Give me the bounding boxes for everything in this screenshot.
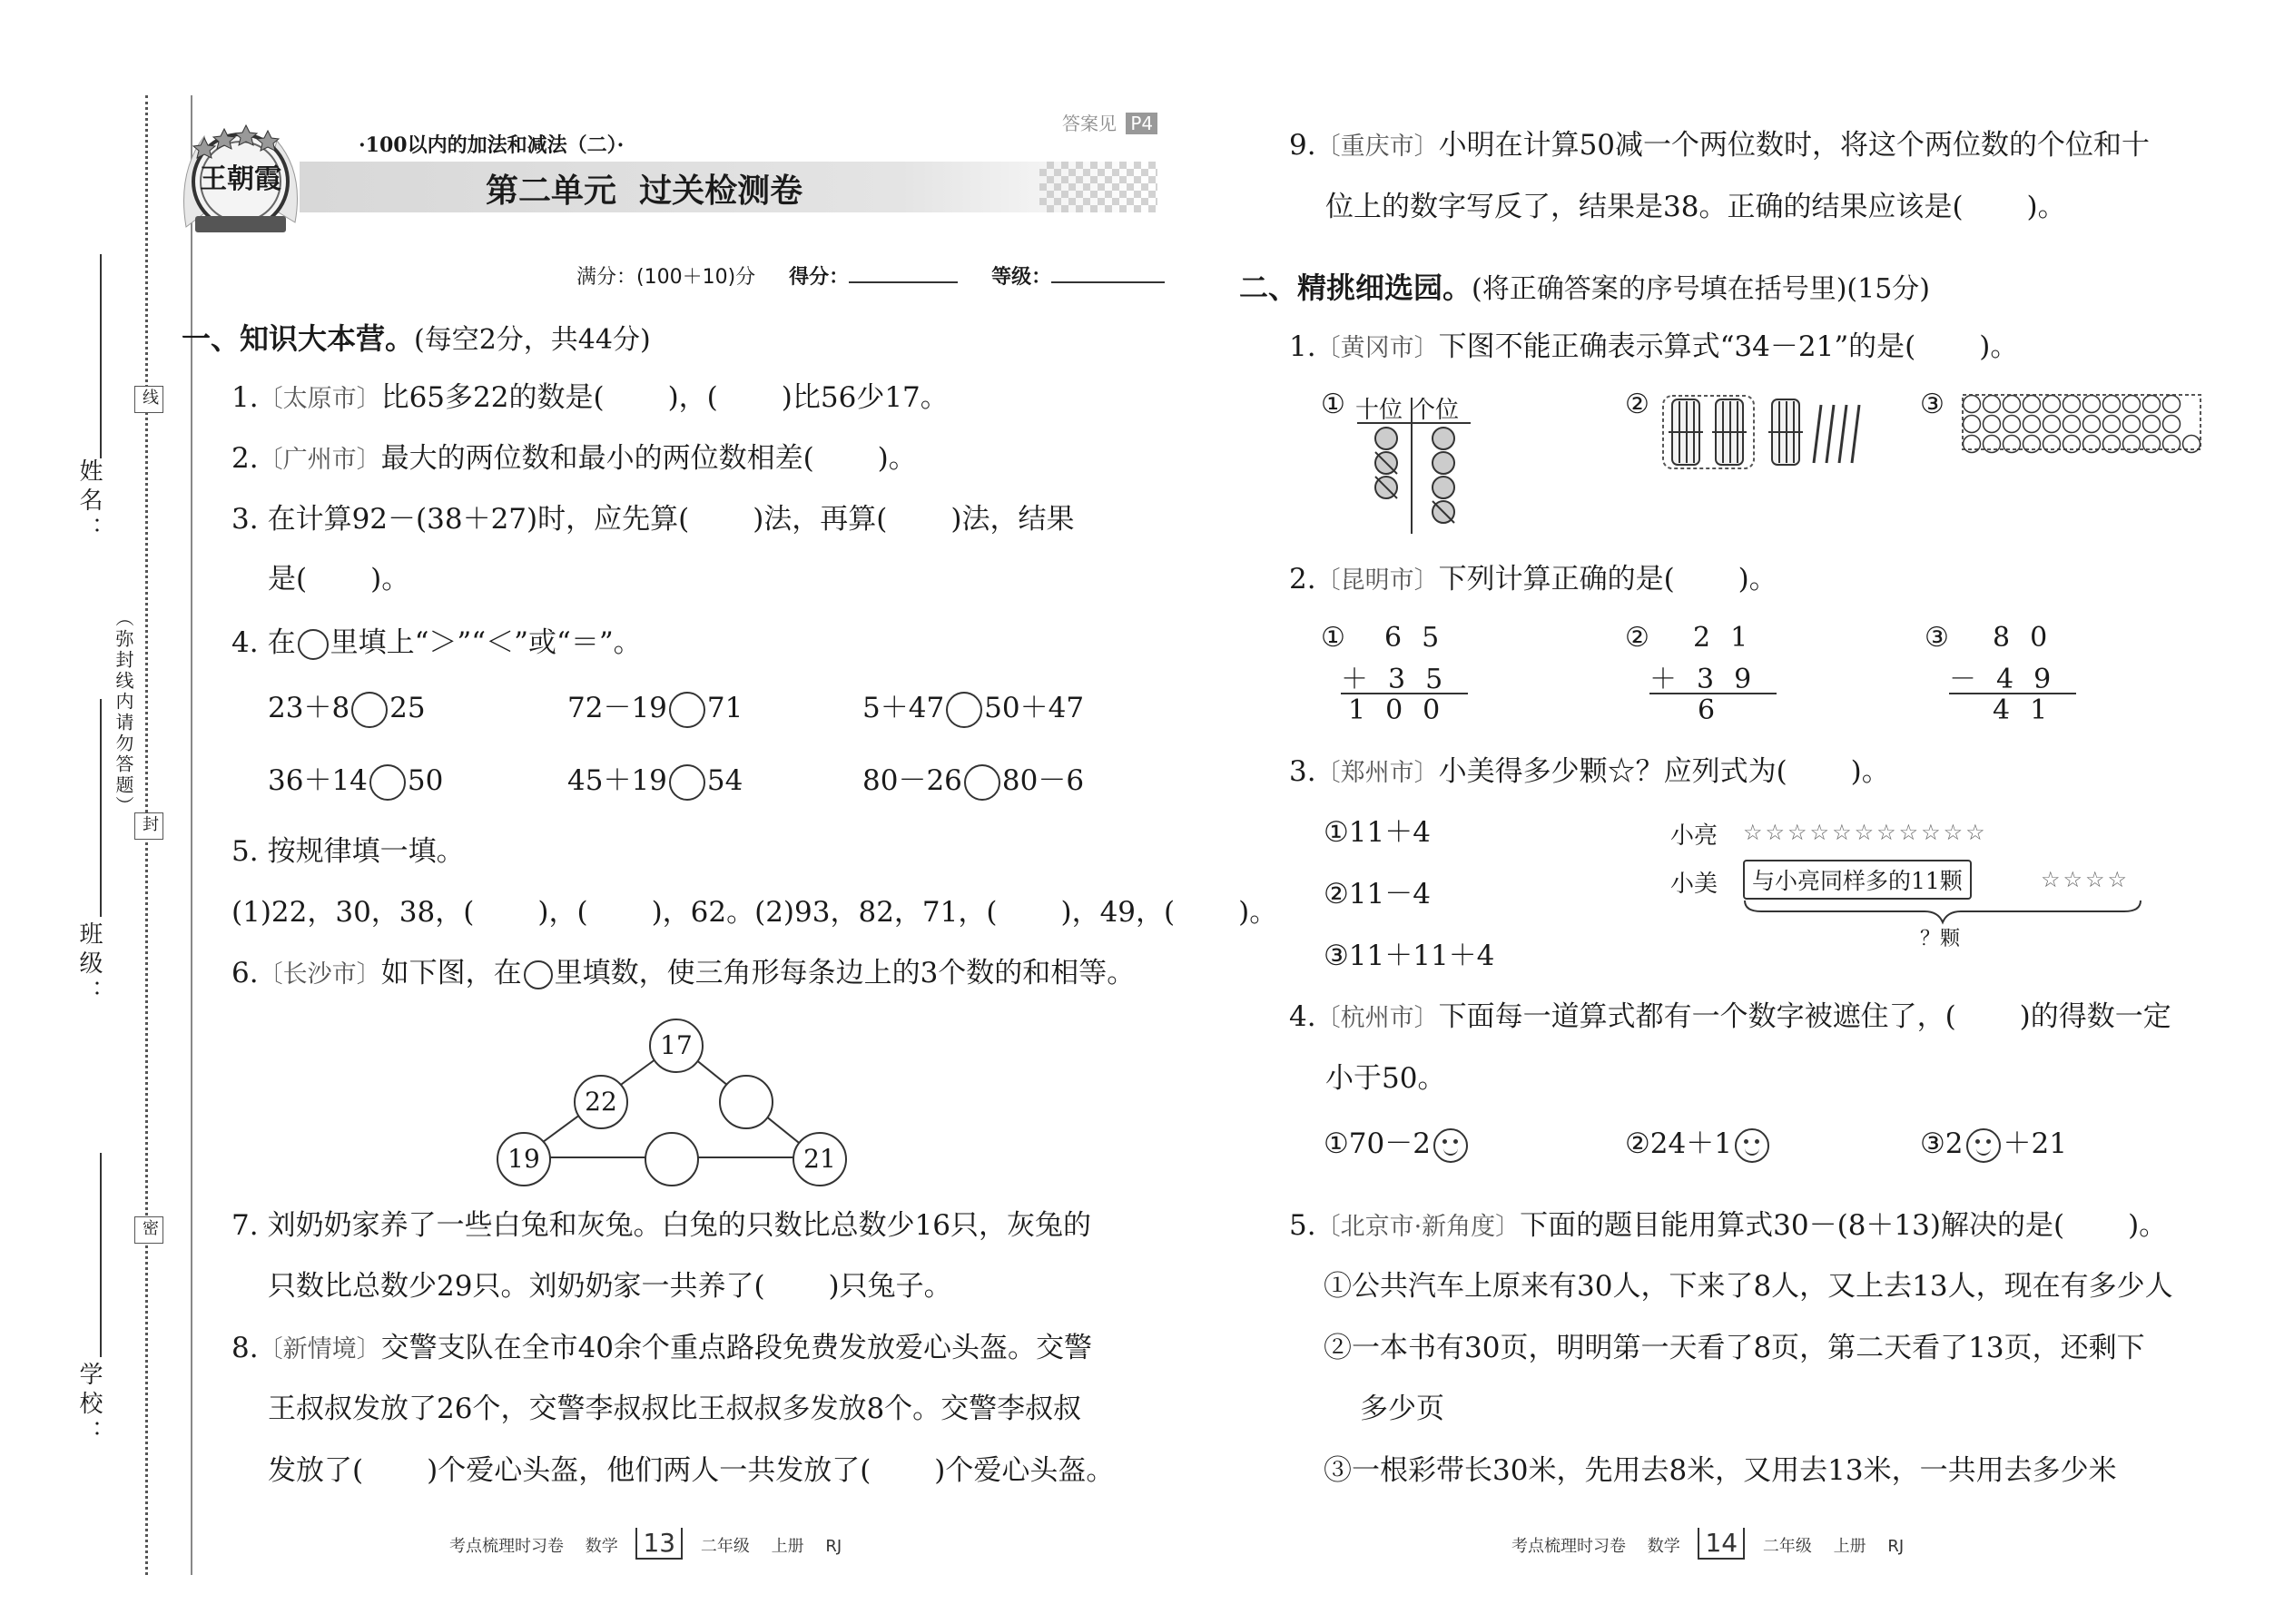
q-num: 4. (1289, 1000, 1316, 1033)
addend-bottom: ＋35 (1341, 664, 1463, 695)
grid-circle (2123, 396, 2141, 413)
liang-stars: ☆☆☆☆☆☆☆☆☆☆☆ (1743, 820, 1988, 845)
q-text: 如下图，在 (380, 957, 522, 989)
q-num: 5. (231, 835, 259, 868)
grid-circle (2023, 416, 2041, 433)
q-text: 里填上“＞”“＜”或“＝”。 (330, 626, 642, 659)
grid-circle (2143, 436, 2161, 453)
q-text: 比65多22的数是( (380, 381, 605, 414)
footer-edition: RJ (1887, 1537, 1905, 1556)
expr-right: 50＋47 (984, 692, 1085, 724)
seal-mark-seal: 封 (134, 812, 163, 840)
s1-q7-cont (268, 1268, 952, 1304)
compare-item (862, 690, 1084, 728)
s2-q2 (1289, 561, 1777, 599)
circle-icon (524, 960, 553, 989)
s1-q5-seq (231, 894, 1277, 930)
expr-left: 80－26 (862, 764, 962, 797)
grid-circle (2143, 396, 2161, 413)
minuend: 80 (1993, 622, 2068, 654)
s1-q9-cont (1325, 189, 2066, 225)
q-text: 下图不能正确表示算式“34－21”的是( (1438, 330, 1916, 363)
brand-logo (177, 118, 304, 236)
seal-mark-secret: 密 (134, 1216, 163, 1244)
city-tag: 〔长沙市〕 (258, 960, 381, 989)
q-text: )个爱心头盔。 (934, 1454, 1115, 1487)
q-num: 6. (231, 957, 259, 989)
tri-node-bottom-right: 21 (793, 1132, 847, 1186)
section2-title (1239, 265, 1930, 307)
s2-q1-option2 (1625, 389, 1897, 479)
grid-circle (2123, 436, 2141, 453)
page-number: 13 (635, 1528, 683, 1560)
smiley-face-icon (1735, 1128, 1769, 1163)
section1-title (182, 316, 651, 358)
grid-circle (2143, 416, 2161, 433)
s2-q5-opt1[interactable]: ①公共汽车上原来有30人，下来了8人，又上去13人，现在有多少人 (1324, 1270, 2173, 1303)
section1-heading: 一、知识大本营。 (182, 321, 415, 356)
q-text: )个爱心头盔，他们两人一共发放了( (427, 1454, 871, 1487)
compare-circle-input[interactable] (351, 692, 388, 728)
q-text: )。 (370, 563, 410, 595)
tri-node-right-mid-input[interactable] (719, 1075, 773, 1129)
class-label: 班级： (75, 921, 103, 1009)
grid-circle (2043, 416, 2061, 433)
section2-heading: 二、精挑细选园。 (1239, 271, 1472, 305)
tri-node-bottom-left: 19 (497, 1132, 551, 1186)
s1-q3 (231, 501, 1075, 537)
addend-top: 65 (1384, 622, 1460, 654)
s2-q5 (1289, 1207, 2167, 1245)
option-mark: ③ (1925, 622, 1949, 654)
footer-edition: RJ (825, 1537, 842, 1556)
grid-circle (2083, 396, 2101, 413)
expr-right: 71 (706, 692, 743, 724)
addend-top: 21 (1693, 622, 1768, 654)
expr-right: 54 (706, 764, 743, 797)
option-text: ②24＋1 (1625, 1127, 1732, 1160)
city-tag: 〔广州市〕 (258, 446, 381, 474)
checker-pattern (1039, 162, 1157, 212)
q-text: )比56少17。 (781, 381, 949, 414)
smiley-face-icon (1966, 1128, 2001, 1163)
answer-ref-label: 答案见 (1062, 113, 1117, 134)
footer-series: 考点梳理时习卷 (449, 1537, 564, 1556)
q-text: )只兔子。 (828, 1270, 952, 1303)
s2-q3 (1289, 753, 1890, 792)
q-text: )。 (1979, 330, 2019, 363)
subtrahend: －49 (1949, 664, 2072, 695)
compare-circle-input[interactable] (669, 764, 705, 801)
expr-left: 45＋19 (567, 764, 667, 797)
s1-q8-cont2 (268, 1452, 1114, 1489)
city-tag: 〔杭州市〕 (1315, 1004, 1439, 1032)
city-tag: 〔太原市〕 (258, 385, 381, 413)
option-text: ①70－2 (1324, 1127, 1431, 1160)
s2-q2-option3 (1925, 622, 2106, 731)
q-num: 9. (1289, 129, 1316, 162)
s2-q4 (1289, 999, 2171, 1037)
grid-circle (2063, 396, 2081, 413)
s2-q5-opt3[interactable]: ③一根彩带长30米，先用去8米，又用去13米，一共用去多少米 (1324, 1454, 2117, 1487)
brand-name: 王朝霞 (200, 163, 281, 195)
s2-q1-option1 (1321, 389, 1484, 534)
expr-right: 25 (389, 692, 426, 724)
grid-circle (2083, 416, 2101, 433)
q-text: (2)93，82，71，( (754, 896, 998, 929)
city-tag: 〔黄冈市〕 (1315, 334, 1439, 362)
star-diagram (1670, 812, 2142, 949)
q-text: 最大的两位数和最小的两位数相差( (380, 442, 814, 475)
footer-series: 考点梳理时习卷 (1511, 1537, 1626, 1556)
grid-circle (1984, 416, 2001, 433)
class-underline[interactable] (100, 699, 102, 917)
brace-icon (1743, 899, 2142, 926)
footer-left (449, 1528, 842, 1560)
city-tag: 〔重庆市〕 (1315, 133, 1439, 161)
circles-grid-icon (1961, 393, 2206, 484)
expr-left: 72－19 (567, 692, 667, 724)
footer-subject: 数学 (585, 1537, 618, 1556)
q-text: 发放了( (268, 1454, 364, 1487)
ones-label: 个位 (1412, 397, 1460, 424)
footer-right (1511, 1528, 1904, 1560)
q-text: 刘奶奶家养了一些白兔和灰兔。白兔的只数比总数少16只，灰兔的 (267, 1209, 1092, 1242)
option-text: ＋21 (2003, 1127, 2067, 1160)
q-text: 在 (267, 626, 296, 659)
s1-q2 (231, 440, 917, 478)
school-underline[interactable] (100, 1153, 102, 1357)
compare-item (567, 763, 743, 801)
s2-q3-opt2[interactable]: ②11－4 (1324, 878, 1431, 910)
grid-circle (2103, 416, 2121, 433)
brace-label: ？颗 (1920, 928, 1961, 950)
s2-q2-option2 (1625, 622, 1807, 731)
s2-q3-opt1[interactable]: ①11＋4 (1324, 816, 1431, 849)
s1-q5 (231, 833, 465, 870)
q-text: )的得数一定 (2019, 1000, 2171, 1033)
compare-item (268, 763, 443, 801)
q-text: )，( (667, 381, 718, 414)
q-text: 交警支队在全市40余个重点路段免费发放爱心头盔。交警 (380, 1332, 1093, 1364)
grid-circle (2163, 396, 2181, 413)
name-underline[interactable] (100, 254, 102, 458)
score-field[interactable] (849, 281, 958, 283)
q-text: )法，结果 (950, 503, 1075, 536)
grid-circle (2043, 396, 2061, 413)
s2-q3-opt3[interactable]: ③11＋11＋4 (1324, 940, 1495, 972)
s1-q8 (231, 1330, 1092, 1368)
q-text: )。 (2026, 191, 2066, 223)
score-line (576, 261, 1165, 290)
footer-volume: 上册 (771, 1537, 804, 1556)
compare-circle-input[interactable] (964, 764, 1000, 801)
compare-circle-input[interactable] (669, 692, 705, 728)
footer-grade: 二年级 (1762, 1537, 1812, 1556)
tens-label: 十位 (1355, 397, 1403, 424)
q-text: 位上的数字写反了，结果是38。正确的结果应该是( (1325, 191, 1964, 223)
q-text: )。 (877, 442, 917, 475)
compare-item (567, 690, 743, 728)
grid-circle (1964, 396, 1981, 413)
grid-circle (2063, 416, 2081, 433)
grid-circle (2103, 396, 2121, 413)
s1-q3-cont (268, 561, 409, 597)
expr-right: 80－6 (1001, 764, 1085, 797)
school-label: 学校： (75, 1362, 103, 1449)
sum-result: 6 (1698, 694, 1736, 726)
expr-left: 5＋47 (862, 692, 945, 724)
q-text: 小明在计算50减一个两位数时，将这个两位数的个位和十 (1438, 129, 2151, 162)
q-num: 3. (1289, 755, 1316, 788)
q-text: )，49，( (1060, 896, 1176, 929)
option-mark: ③ (1920, 389, 1944, 420)
footer-grade: 二年级 (700, 1537, 750, 1556)
page-number: 14 (1698, 1528, 1745, 1560)
s1-q9 (1289, 127, 2150, 165)
mei-label: 小美 (1670, 871, 1718, 898)
option-text: ③2 (1920, 1127, 1964, 1160)
section2-note: (将正确答案的序号填在括号里)(15分) (1472, 273, 1931, 305)
q-num: 7. (231, 1209, 259, 1242)
q-text: 下面每一道算式都有一个数字被遮住了，( (1438, 1000, 1956, 1033)
q-text: 小美得多少颗☆？应列式为( (1438, 755, 1787, 788)
s2-q1-option3 (1920, 389, 2210, 479)
q-num: 2. (231, 442, 259, 475)
seal-note: （弥封线内请勿答题） (113, 608, 134, 817)
name-label: 姓名： (75, 458, 103, 546)
q-num: 2. (1289, 563, 1316, 595)
grade-field[interactable] (1051, 281, 1165, 283)
sum-result: 100 (1348, 694, 1461, 726)
answer-ref-page: P4 (1126, 113, 1157, 134)
smiley-face-icon (1433, 1128, 1468, 1163)
q-text: )，62。 (651, 896, 755, 929)
answer-ref (1062, 109, 1157, 135)
grid-circle (1984, 436, 2001, 453)
diff-result: 41 (1993, 694, 2068, 726)
triangle-diagram (481, 1008, 871, 1189)
grid-circle (2123, 416, 2141, 433)
footer-subject: 数学 (1647, 1537, 1680, 1556)
same-as-liang-box: 与小亮同样多的11颗 (1743, 860, 1972, 900)
tri-node-bottom-mid-input[interactable] (645, 1132, 699, 1186)
q-num: 1. (231, 381, 259, 414)
s2-q5-opt2[interactable]: ②一本书有30页，明明第一天看了8页，第二天看了13页，还剩下 (1324, 1332, 2145, 1364)
s2-q2-option1 (1321, 622, 1502, 731)
q-text: )法，再算( (753, 503, 888, 536)
option-mark: ② (1625, 622, 1649, 654)
s1-q6 (231, 955, 1135, 993)
q-text: 下面的题目能用算式30－(8＋13)解决的是( (1520, 1209, 2065, 1242)
q-text: 在计算92－(38＋27)时，应先算( (267, 503, 690, 536)
s2-q5-opt2-cont: 多少页 (1360, 1393, 1444, 1425)
expr-right: 50 (407, 764, 444, 797)
grid-circle (2004, 416, 2021, 433)
place-value-chart (1321, 389, 1484, 534)
full-score: 满分：(100＋10)分 (576, 266, 756, 289)
grid-circle (1964, 416, 1981, 433)
page-title: 第二单元 过关检测卷 (486, 172, 803, 210)
option-mark: ① (1321, 622, 1345, 654)
s1-q4 (231, 625, 642, 661)
q-text: 下列计算正确的是( (1438, 563, 1675, 595)
topic-label: ·100以内的加法和减法（二）· (359, 133, 625, 157)
q-text: )。 (2128, 1209, 2168, 1242)
q-num: 3. (231, 503, 259, 536)
grid-circle (2023, 396, 2041, 413)
tri-node-left-mid: 22 (574, 1075, 628, 1129)
s1-q1 (231, 379, 949, 418)
footer-volume: 上册 (1833, 1537, 1866, 1556)
grid-circle (1984, 396, 2001, 413)
compare-item (862, 763, 1084, 801)
q-num: 5. (1289, 1209, 1316, 1242)
addend-bottom: ＋39 (1649, 664, 1772, 695)
seal-mark-line: 线 (134, 386, 163, 413)
q-text: 是( (268, 563, 308, 595)
city-tag: 〔昆明市〕 (1315, 566, 1439, 595)
q-text: )，( (537, 896, 588, 929)
s2-q4-opt2[interactable] (1625, 1126, 1772, 1163)
q-text: )。 (1738, 563, 1777, 595)
city-tag: 〔郑州市〕 (1315, 759, 1439, 787)
s1-q8-cont1 (268, 1391, 1081, 1427)
option-mark: ① (1321, 389, 1345, 420)
city-tag: 〔新情境〕 (258, 1335, 381, 1363)
compare-circle-input[interactable] (369, 764, 406, 801)
q-text: )。 (1238, 896, 1278, 929)
grade-label: 等级： (991, 266, 1052, 289)
grid-circle (2004, 396, 2021, 413)
city-tag: 〔北京市·新角度〕 (1315, 1213, 1521, 1241)
compare-circle-input[interactable] (946, 692, 982, 728)
q-text: 王叔叔发放了26个，交警李叔叔比王叔叔多发放8个。交警李叔叔 (268, 1393, 1082, 1425)
s2-q4-cont: 小于50。 (1325, 1062, 1446, 1095)
q-num: 1. (1289, 330, 1316, 363)
compare-circle-icon (298, 629, 329, 660)
option-mark: ② (1625, 389, 1649, 420)
stick-bundles-icon (1661, 389, 1897, 479)
q-text: (1)22，30，38，( (231, 896, 475, 929)
grid-circle (2163, 416, 2181, 433)
q-text: 按规律填一填。 (267, 835, 465, 868)
expr-left: 36＋14 (268, 764, 368, 797)
s2-q4-opt1[interactable] (1324, 1126, 1471, 1163)
tri-node-top: 17 (649, 1019, 704, 1073)
mei-stars: ☆☆☆☆ (2041, 867, 2131, 892)
q-text: 只数比总数少29只。刘奶奶家一共养了( (268, 1270, 765, 1303)
s2-q4-opt3[interactable] (1920, 1126, 2067, 1163)
q-num: 4. (231, 626, 259, 659)
section1-note: (每空2分，共44分) (414, 324, 651, 356)
s1-q7 (231, 1207, 1091, 1244)
s2-q1 (1289, 329, 2018, 367)
q-text: 里填数，使三角形每条边上的3个数的和相等。 (554, 957, 1136, 989)
q-num: 8. (231, 1332, 259, 1364)
compare-item (268, 690, 426, 728)
score-label: 得分： (789, 266, 850, 289)
liang-label: 小亮 (1670, 822, 1718, 850)
expr-left: 23＋8 (268, 692, 350, 724)
q-text: )。 (1850, 755, 1890, 788)
grid-circle (2004, 436, 2021, 453)
